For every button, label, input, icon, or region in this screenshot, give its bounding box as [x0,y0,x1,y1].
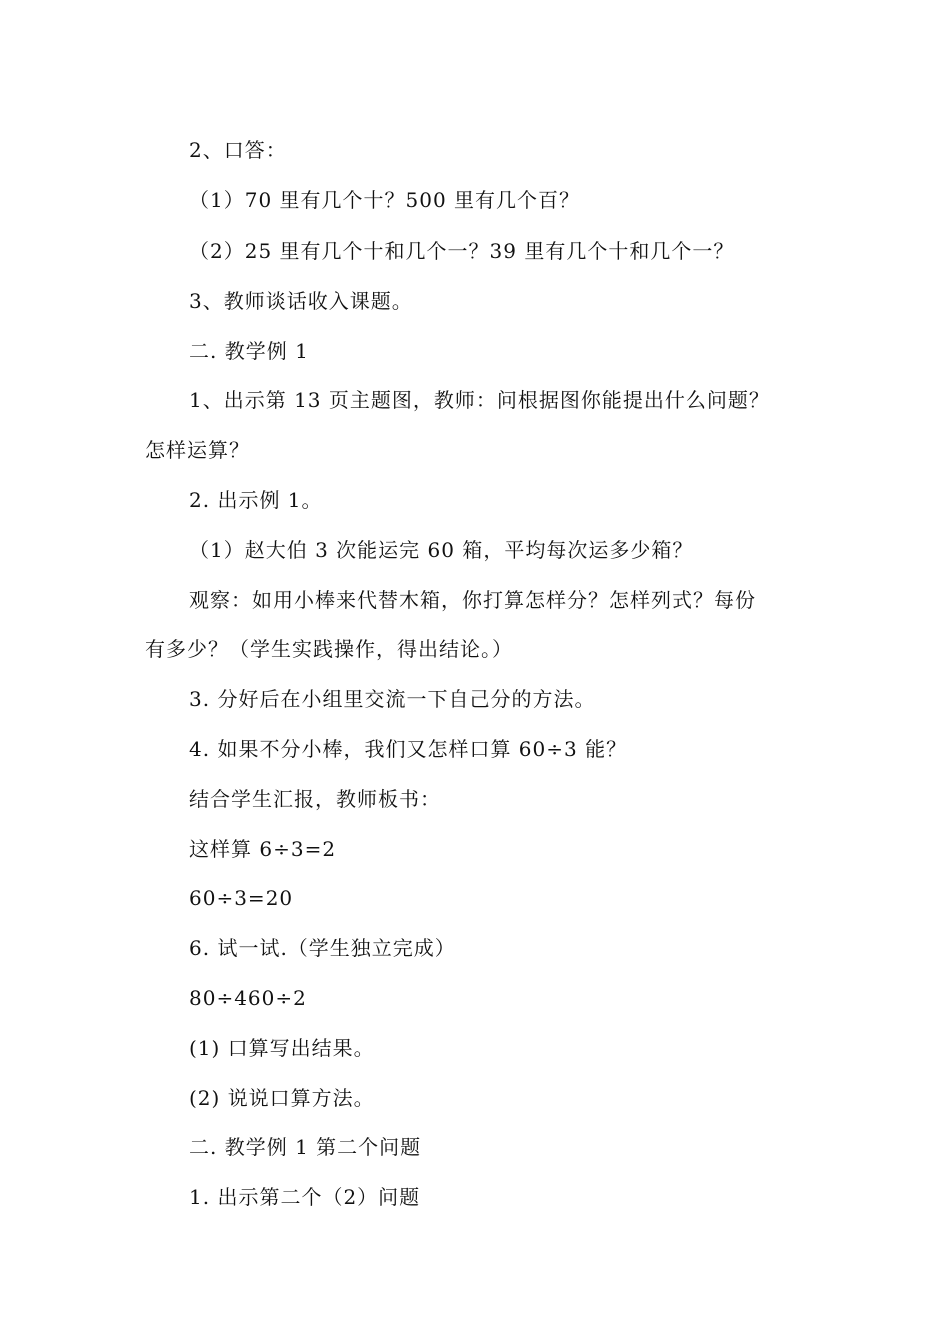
line-show-example-1: 2. 出示例 1。 [189,488,323,512]
line-group-discussion: 3. 分好后在小组里交流一下自己分的方法。 [189,687,596,711]
line-observe-continued: 有多少？（学生实践操作，得出结论。） [145,637,513,661]
line-calculation-step-2: 60÷3=20 [189,886,294,910]
line-teacher-intro: 3、教师谈话收入课题。 [189,289,413,313]
line-example-problem: （1）赵大伯 3 次能运完 60 箱，平均每次运多少箱？ [189,538,694,562]
line-observe: 观察：如用小棒来代替木箱，你打算怎样分？怎样列式？每份 [189,588,756,612]
line-how-to-calculate: 怎样运算？ [145,438,250,462]
line-question-2: （2）25 里有几个十和几个一？39 里有几个十和几个一？ [189,239,735,263]
line-calculation-step-1: 这样算 6÷3=2 [189,837,337,861]
line-try-it: 6. 试一试.（学生独立完成） [189,936,456,960]
line-mental-calculation: 4. 如果不分小棒，我们又怎样口算 60÷3 能？ [189,737,628,761]
line-explain-method: (2) 说说口算方法。 [189,1086,375,1110]
section-heading-second-question: 二. 教学例 1 第二个问题 [189,1135,422,1159]
line-show-theme-picture: 1、出示第 13 页主题图，教师：问根据图你能提出什么问题？ [189,388,770,412]
line-question-1: （1）70 里有几个十？500 里有几个百？ [189,188,581,212]
line-blackboard-writing: 结合学生汇报，教师板书： [189,787,441,811]
line-exercise-expressions: 80÷460÷2 [189,986,307,1010]
line-show-second-question: 1. 出示第二个（2）问题 [189,1185,421,1209]
section-heading-example-1: 二. 教学例 1 [189,339,309,363]
line-oral-answer-heading: 2、口答： [189,138,287,162]
line-write-results: (1) 口算写出结果。 [189,1036,375,1060]
